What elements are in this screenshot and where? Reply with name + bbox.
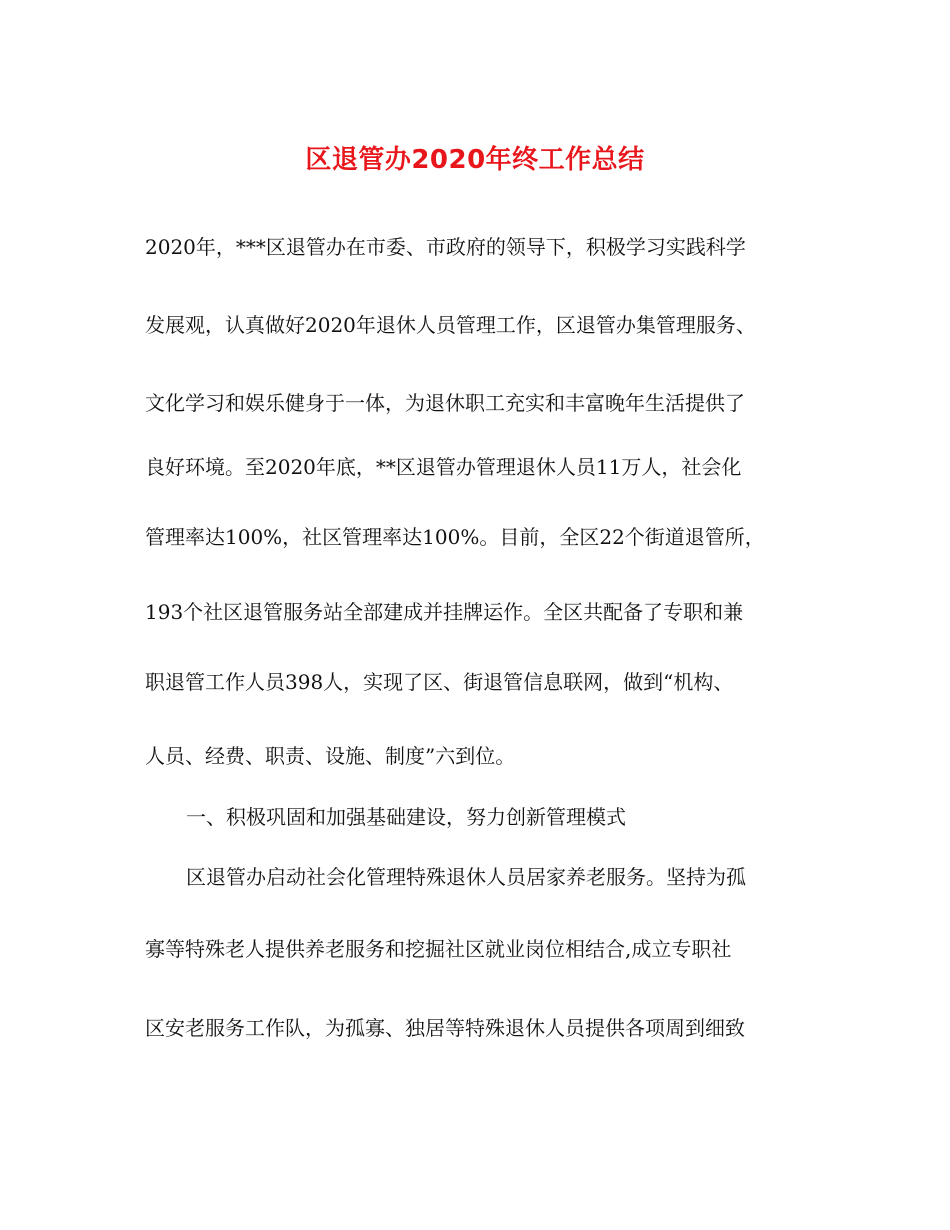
paragraph-line: 区退管办启动社会化管理特殊退休人员居家养老服务。坚持为孤: [186, 865, 746, 889]
document-title: 区退管办2020年终工作总结: [305, 145, 645, 175]
section-heading: 一、积极巩固和加强基础建设，努力创新管理模式: [186, 805, 626, 829]
paragraph-line: 区安老服务工作队，为孤寡、独居等特殊退休人员提供各项周到细致: [145, 1016, 745, 1040]
paragraph-line: 2020年，***区退管办在市委、市政府的领导下，积极学习实践科学: [145, 235, 746, 259]
paragraph-line: 良好环境。至2020年底，**区退管办管理退休人员11万人，社会化: [145, 455, 742, 479]
paragraph-line: 发展观，认真做好2020年退休人员管理工作，区退管办集管理服务、: [145, 313, 756, 337]
paragraph-line: 人员、经费、职责、设施、制度”六到位。: [145, 744, 516, 768]
paragraph-line: 职退管工作人员398人，实现了区、街退管信息联网，做到“机构、: [145, 670, 734, 694]
paragraph-line: 管理率达100%，社区管理率达100%。目前，全区22个街道退管所，: [145, 525, 765, 549]
paragraph-line: 文化学习和娱乐健身于一体，为退休职工充实和丰富晚年生活提供了: [145, 391, 745, 415]
paragraph-line: 193个社区退管服务站全部建成并挂牌运作。全区共配备了专职和兼: [145, 600, 744, 624]
paragraph-line: 寡等特殊老人提供养老服务和挖掘社区就业岗位相结合,成立专职社: [145, 937, 732, 961]
